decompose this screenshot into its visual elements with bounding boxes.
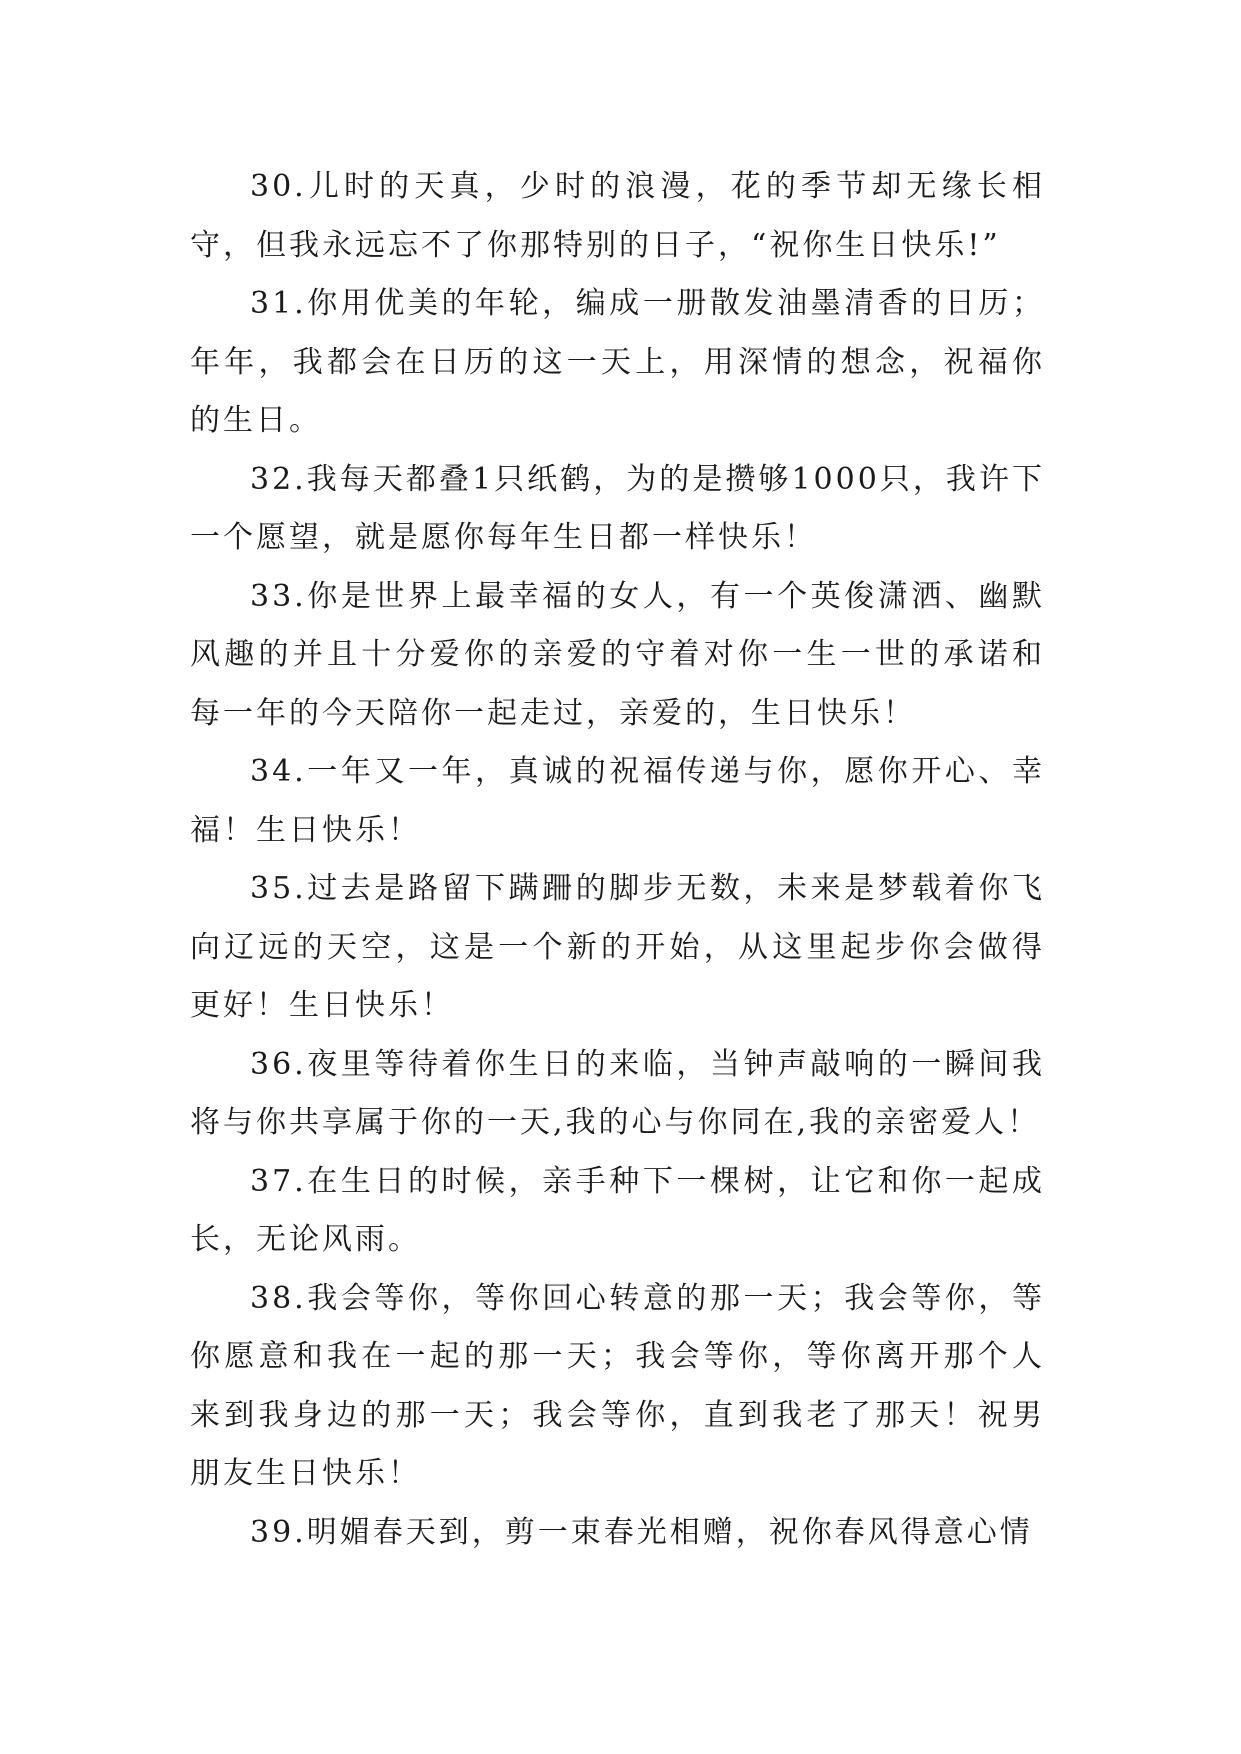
- paragraph-32: 32.我每天都叠1只纸鹤，为的是攒够1000只，我许下一个愿望，就是愿你每年生日都一样快乐！: [190, 461, 1045, 555]
- paragraph-34: 34.一年又一年，真诚的祝福传递与你，愿你开心、幸福！生日快乐！: [190, 754, 1045, 848]
- paragraph-36: 36.夜里等待着你生日的来临，当钟声敲响的一瞬间我将与你共享属于你的一天,我的心与你同在,我的亲密爱人！: [190, 1046, 1045, 1140]
- document-body: [190, 158, 1045, 1562]
- paragraph-30: 30.儿时的天真，少时的浪漫，花的季节却无缘长相守，但我永远忘不了你那特别的日子，“祝你生日快乐!”: [190, 169, 1045, 263]
- paragraph-31: 31.你用优美的年轮，编成一册散发油墨清香的日历；年年，我都会在日历的这一天上，用深情的想念，祝福你的生日。: [190, 286, 1045, 438]
- paragraph-37: 37.在生日的时候，亲手种下一棵树，让它和你一起成长，无论风雨。: [190, 1163, 1045, 1257]
- paragraph-38: 38.我会等你，等你回心转意的那一天；我会等你，等你愿意和我在一起的那一天；我会等你，等你离开那个人来到我身边的那一天；我会等你，直到我老了那天！祝男朋友生日快乐！: [190, 1280, 1045, 1491]
- paragraph-33: 33.你是世界上最幸福的女人，有一个英俊潇洒、幽默风趣的并且十分爱你的亲爱的守着对你一生一世的承诺和每一年的今天陪你一起走过，亲爱的，生日快乐！: [190, 578, 1045, 731]
- paragraph-39: 39.明媚春天到，剪一束春光相赠，祝你春风得意心情: [250, 1514, 1033, 1550]
- paragraph-35: 35.过去是路留下蹒跚的脚步无数，未来是梦载着你飞向辽远的天空，这是一个新的开始，从这里起步你会做得更好！生日快乐！: [190, 871, 1045, 1023]
